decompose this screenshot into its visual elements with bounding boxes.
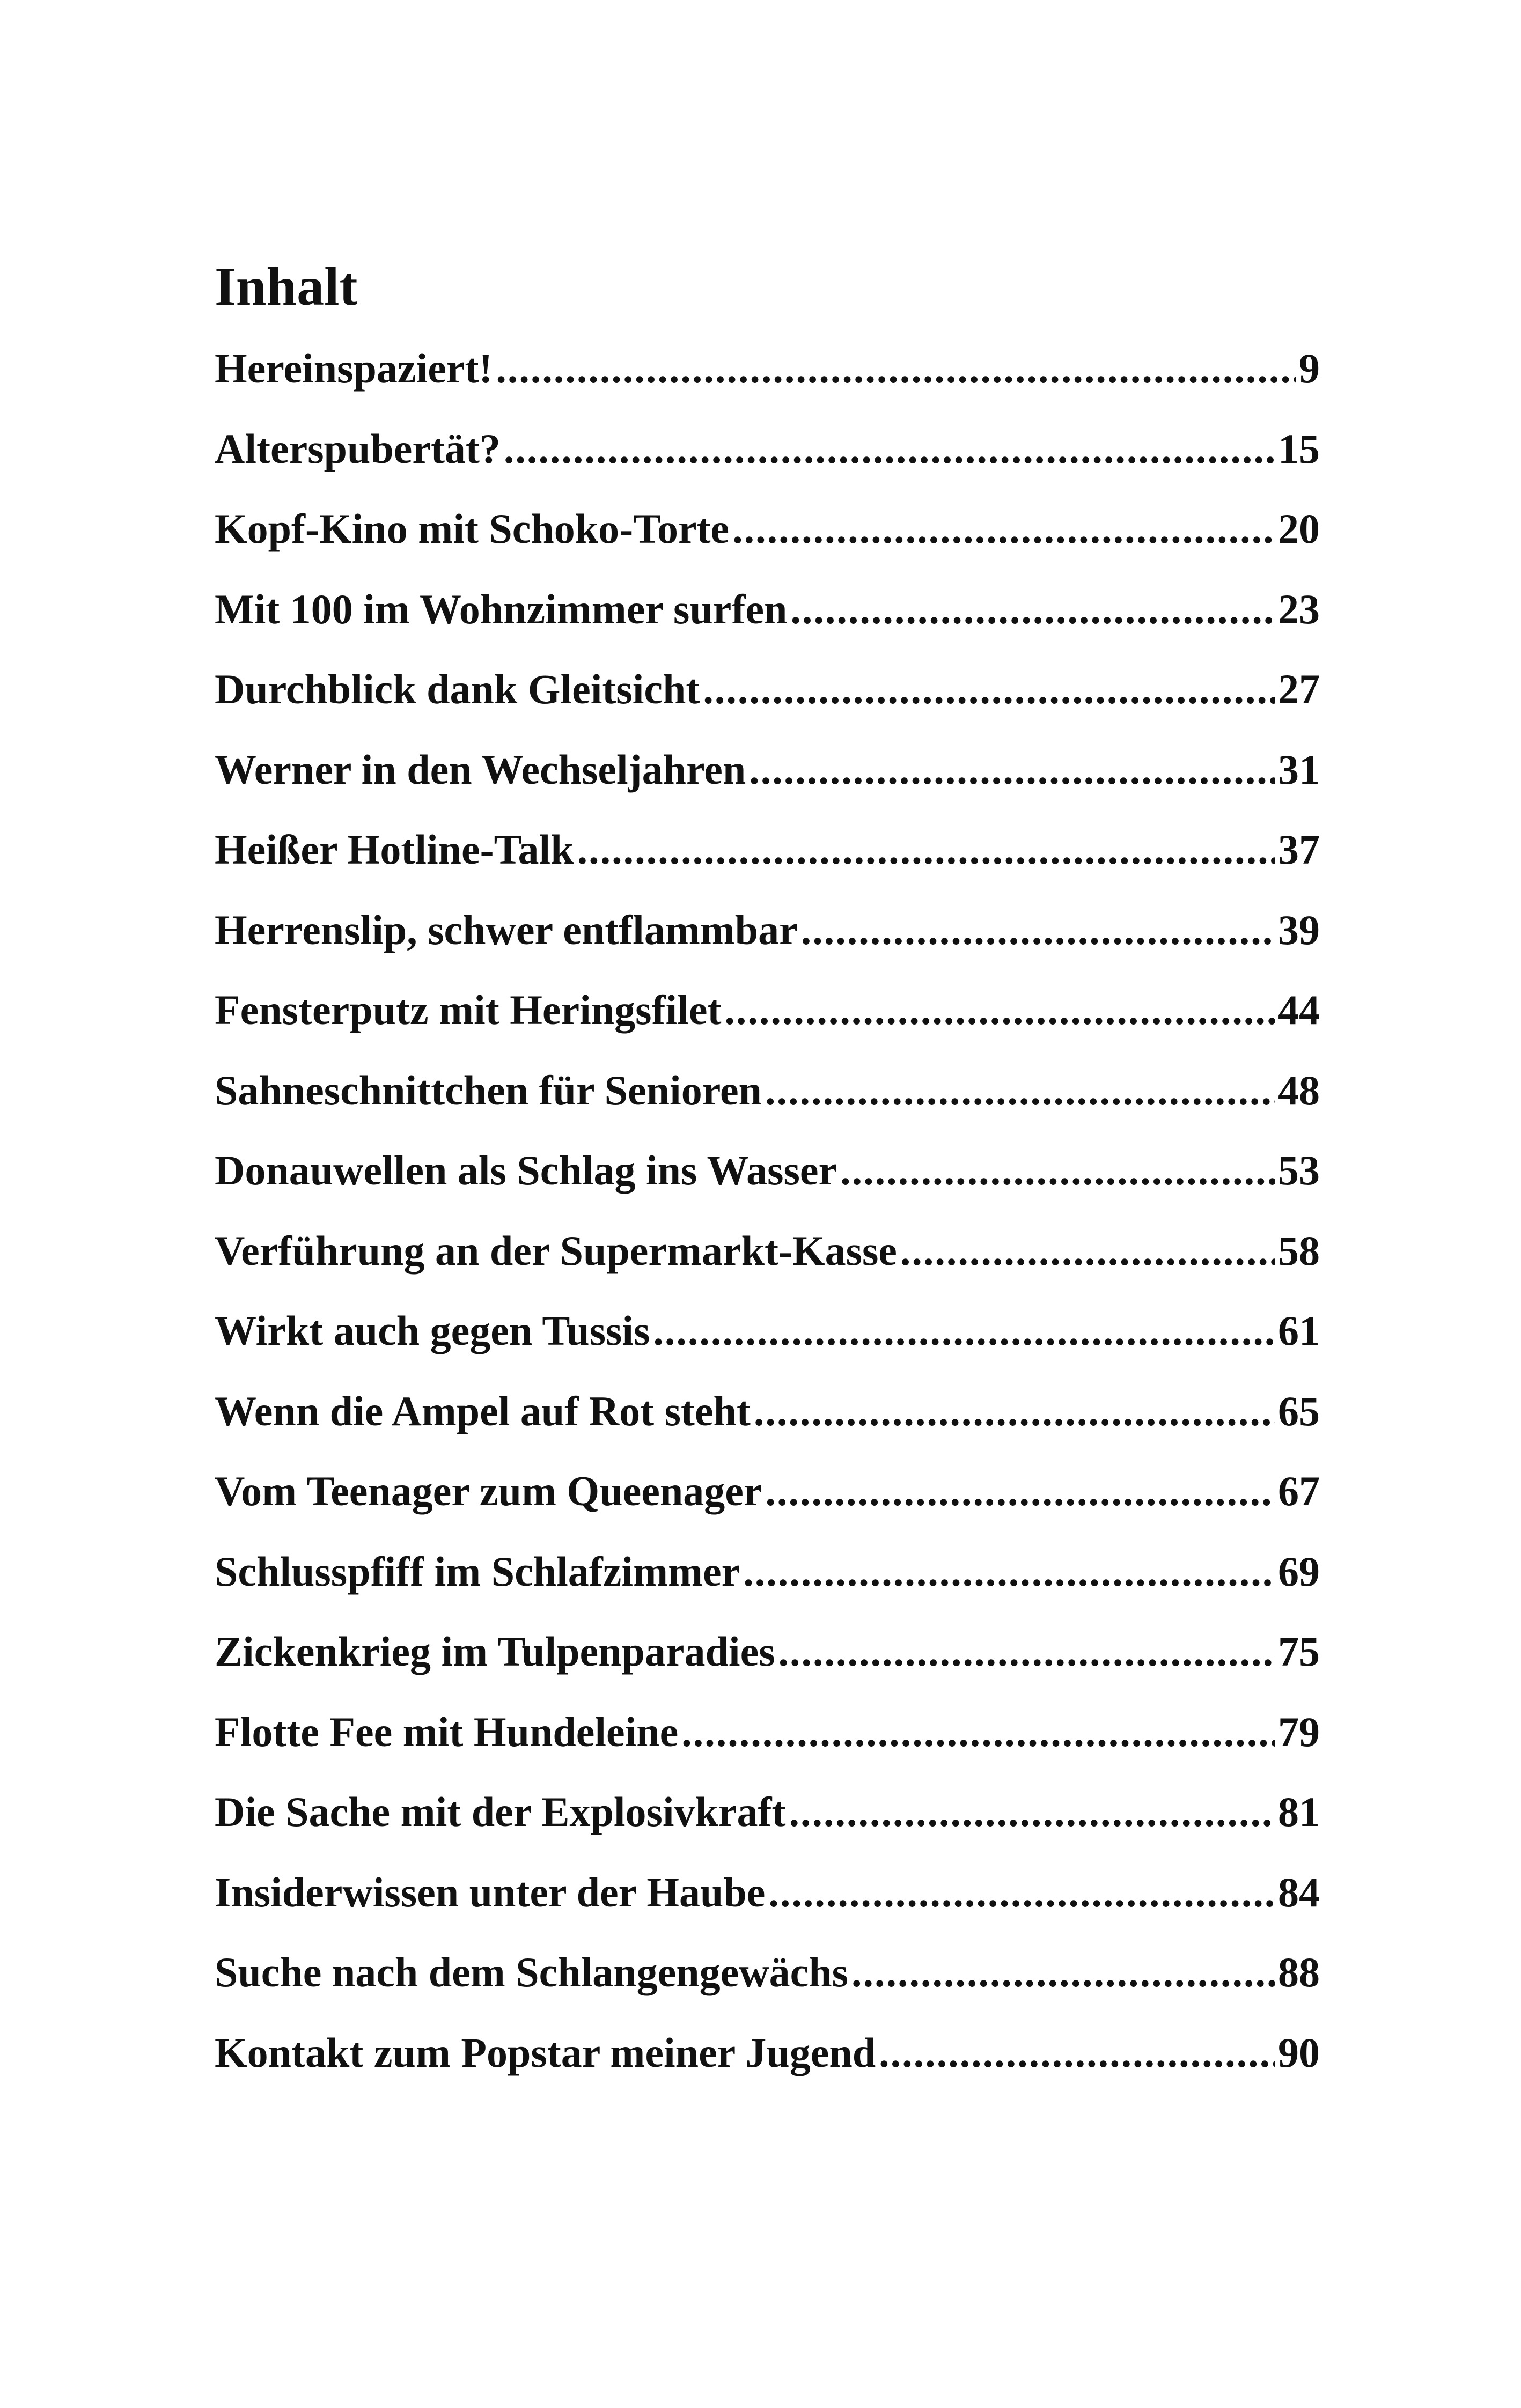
dot-leader [724, 981, 1275, 1040]
toc-entry [215, 1703, 1320, 1783]
toc-entry-page-number: 75 [1278, 1628, 1320, 1675]
dot-leader [496, 339, 1296, 398]
dot-leader [840, 1141, 1275, 1200]
toc-entry [215, 580, 1320, 660]
toc-entry-title: Wirkt auch gegen Tussis [215, 1307, 650, 1354]
toc-entry [215, 1943, 1320, 2023]
dot-leader [768, 1863, 1275, 1922]
toc-entry [215, 1462, 1320, 1542]
toc-heading: Inhalt [215, 256, 358, 317]
toc-entry-page-number: 79 [1278, 1708, 1320, 1755]
toc-entry-page-number: 58 [1278, 1227, 1320, 1274]
toc-entry-title: Heißer Hotline-Talk [215, 826, 574, 873]
dot-leader [765, 1462, 1275, 1521]
toc-entry-page-number: 69 [1278, 1548, 1320, 1595]
dot-leader [749, 740, 1275, 799]
toc-entry-page-number: 53 [1278, 1147, 1320, 1194]
toc-entry [215, 499, 1320, 580]
toc-entry [215, 740, 1320, 821]
toc-entry-page-number: 88 [1278, 1949, 1320, 1995]
toc-entry-page-number: 9 [1299, 345, 1320, 392]
dot-leader [801, 901, 1275, 960]
toc-entry-page-number: 81 [1278, 1788, 1320, 1835]
toc-entry-title: Sahneschnittchen für Senioren [215, 1066, 762, 1114]
dot-leader [743, 1542, 1275, 1601]
dot-leader [851, 1943, 1275, 2002]
dot-leader [732, 499, 1275, 558]
toc-entry-title: Alterspubertät? [215, 425, 501, 472]
toc-entry-title: Verführung an der Supermarkt-Kasse [215, 1227, 897, 1274]
toc-entry-title: Die Sache mit der Explosivkraft [215, 1788, 786, 1835]
toc-entry-page-number: 44 [1278, 986, 1320, 1033]
dot-leader [765, 1061, 1275, 1120]
toc-entry [215, 419, 1320, 500]
dot-leader [681, 1703, 1275, 1762]
toc-entry [215, 660, 1320, 740]
toc-entry-page-number: 61 [1278, 1307, 1320, 1354]
toc-entry-page-number: 15 [1278, 425, 1320, 472]
toc-entry-title: Donauwellen als Schlag ins Wasser [215, 1147, 837, 1194]
toc-entry-title: Fensterputz mit Heringsfilet [215, 986, 722, 1033]
toc-entry-title: Durchblick dank Gleitsicht [215, 666, 700, 712]
toc-entry [215, 339, 1320, 419]
toc-entry [215, 1542, 1320, 1623]
toc-entry [215, 1622, 1320, 1703]
dot-leader [754, 1382, 1275, 1441]
toc-entry-title: Suche nach dem Schlangengewächs [215, 1949, 848, 1995]
toc-entry-title: Herrenslip, schwer entflammbar [215, 906, 798, 953]
toc-entry-page-number: 90 [1278, 2029, 1320, 2076]
toc-entry-page-number: 31 [1278, 746, 1320, 793]
toc-entry-title: Kontakt zum Popstar meiner Jugend [215, 2029, 876, 2076]
toc-entry-title: Zickenkrieg im Tulpenparadies [215, 1628, 775, 1675]
toc-entry [215, 820, 1320, 901]
dot-leader [703, 660, 1275, 719]
dot-leader [577, 820, 1275, 879]
toc-entry-page-number: 27 [1278, 666, 1320, 712]
toc-entry [215, 1061, 1320, 1142]
toc-entry-title: Insiderwissen unter der Haube [215, 1868, 766, 1916]
toc-entry-page-number: 65 [1278, 1387, 1320, 1434]
dot-leader [504, 419, 1275, 478]
toc-entry [215, 2023, 1320, 2104]
toc-entry-title: Schlusspfiff im Schlafzimmer [215, 1548, 740, 1595]
toc-entry-title: Werner in den Wechseljahren [215, 746, 746, 793]
dot-leader [789, 1783, 1275, 1842]
dot-leader [653, 1301, 1275, 1360]
toc-entry [215, 1221, 1320, 1302]
toc-entry [215, 1141, 1320, 1221]
toc-entry-title: Vom Teenager zum Queenager [215, 1468, 762, 1514]
document-page [215, 0, 1320, 2408]
toc-entry-page-number: 20 [1278, 505, 1320, 552]
toc-entry [215, 1382, 1320, 1462]
toc-entry-title: Hereinspaziert! [215, 345, 493, 392]
toc-entry-page-number: 84 [1278, 1868, 1320, 1916]
toc-entry [215, 1863, 1320, 1943]
toc-entry-page-number: 37 [1278, 826, 1320, 873]
table-of-contents [215, 339, 1320, 2103]
toc-entry [215, 981, 1320, 1061]
toc-entry-page-number: 67 [1278, 1468, 1320, 1514]
dot-leader [790, 580, 1275, 639]
dot-leader [778, 1622, 1275, 1681]
toc-entry [215, 901, 1320, 981]
dot-leader [879, 2023, 1275, 2082]
toc-entry [215, 1301, 1320, 1382]
toc-entry-title: Wenn die Ampel auf Rot steht [215, 1387, 751, 1434]
toc-entry-title: Mit 100 im Wohnzimmer surfen [215, 585, 788, 632]
toc-entry-title: Kopf-Kino mit Schoko-Torte [215, 505, 730, 552]
dot-leader [900, 1221, 1275, 1280]
toc-entry-title: Flotte Fee mit Hundeleine [215, 1708, 679, 1755]
toc-entry-page-number: 48 [1278, 1066, 1320, 1114]
toc-entry-page-number: 23 [1278, 585, 1320, 632]
toc-entry [215, 1783, 1320, 1863]
toc-entry-page-number: 39 [1278, 906, 1320, 953]
